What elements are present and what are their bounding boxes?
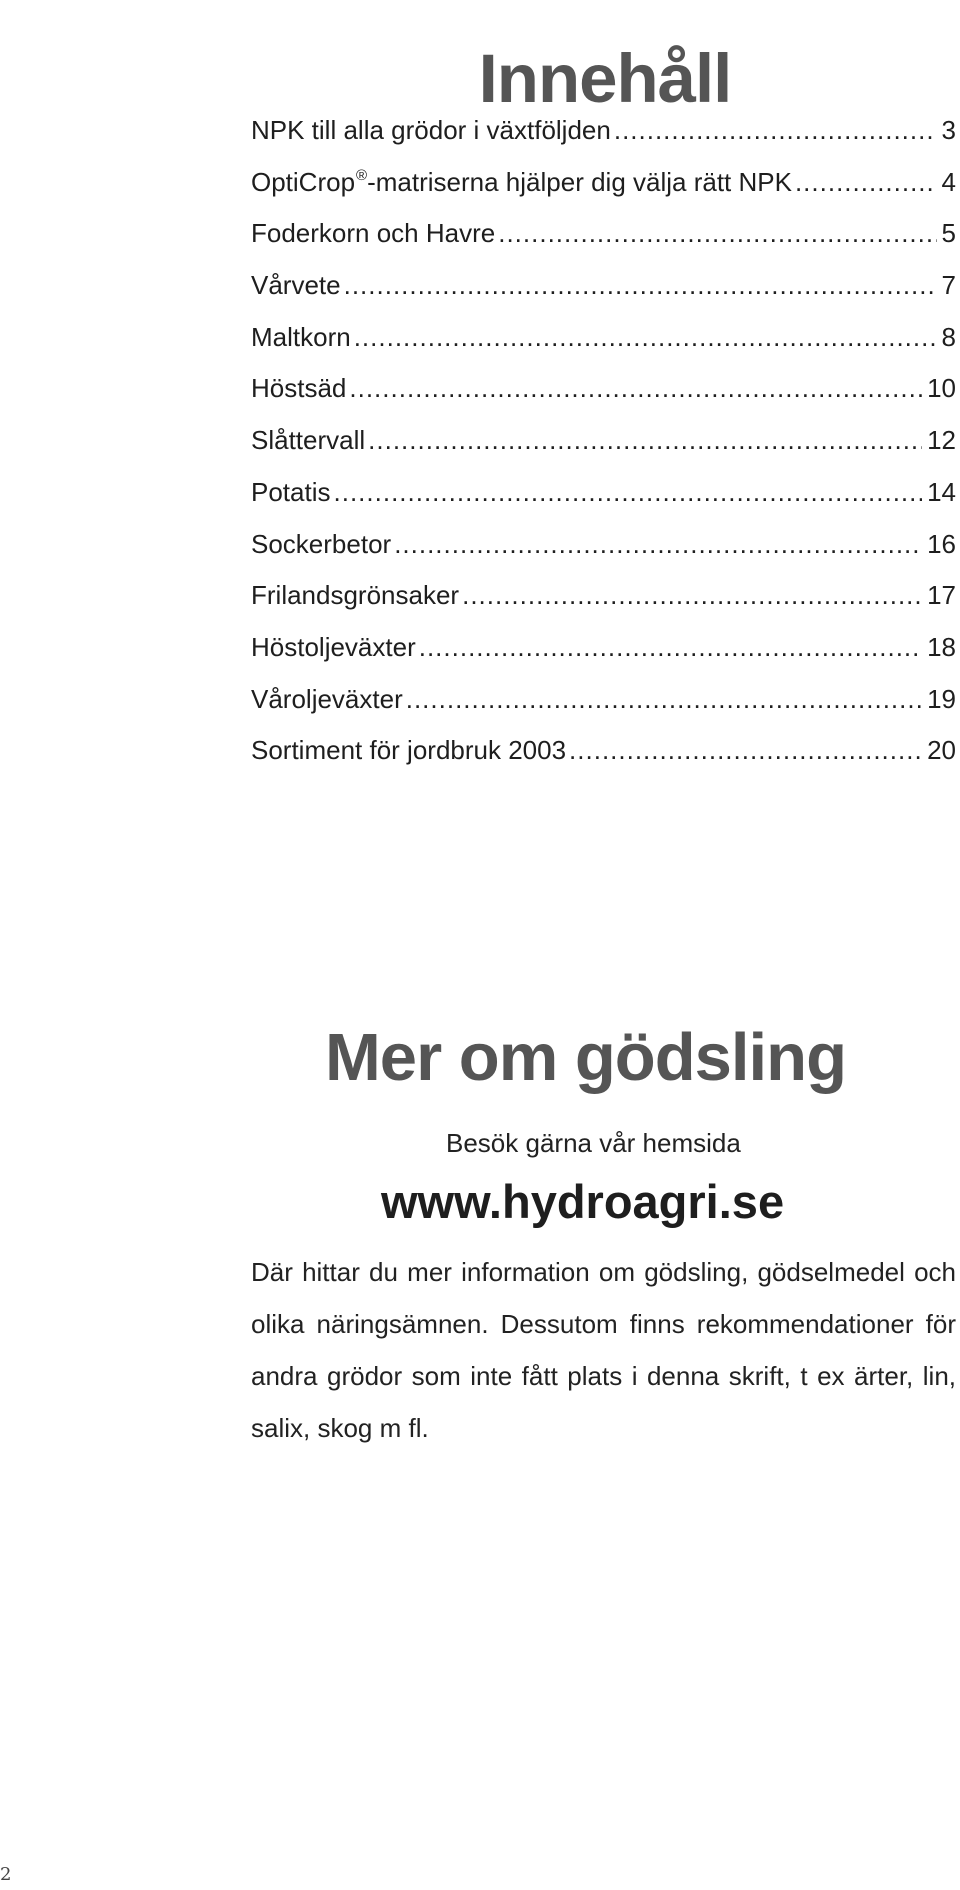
toc-entry-page: 10 (927, 373, 956, 404)
page-number: 2 (0, 1864, 12, 1885)
toc-dot-leader (498, 218, 936, 249)
toc-entry (251, 115, 956, 167)
toc-entry-title: Frilandsgrönsaker (251, 580, 460, 611)
toc-dot-leader (349, 373, 922, 404)
toc-dot-leader (344, 270, 937, 301)
toc-dot-leader (334, 477, 923, 508)
toc-entry-page: 12 (927, 425, 956, 456)
toc-entry-title: NPK till alla grödor i växtföljden (251, 115, 611, 145)
toc-entry-title: Foderkorn och Havre (251, 218, 496, 249)
toc-entry (251, 580, 956, 632)
toc-entry-page: 20 (927, 735, 956, 766)
toc-entry-page: 7 (941, 270, 956, 301)
toc-entry-title (251, 167, 792, 198)
toc-entry-page: 3 (941, 115, 956, 145)
toc-entry-title: Maltkorn (251, 321, 351, 352)
registered-mark: ® (356, 166, 368, 184)
toc-dot-leader (614, 115, 937, 146)
toc-dot-leader (406, 684, 922, 715)
toc-entry-page: 18 (927, 631, 956, 662)
website-url: www.hydroagri.se (381, 1175, 785, 1228)
toc-entry (251, 270, 956, 322)
toc-entry-title: Sortiment för jordbruk 2003 (251, 735, 567, 766)
toc-entry (251, 373, 956, 425)
toc-dot-leader (368, 425, 922, 456)
toc-entry (251, 529, 956, 581)
toc-entry-page: 4 (941, 166, 956, 197)
toc-dot-leader (795, 167, 937, 198)
toc-entry-title: Potatis (251, 476, 331, 507)
toc-entry-title-main: OptiCrop (251, 166, 356, 197)
toc-entry-title: Sockerbetor (251, 528, 392, 559)
toc-dot-leader (569, 735, 922, 766)
table-of-contents (251, 115, 956, 787)
toc-dot-leader (462, 580, 922, 611)
toc-entry-title-suffix: -matriserna hjälper dig välja rätt NPK (367, 166, 792, 197)
toc-entry-title: Höstsäd (251, 373, 347, 404)
toc-entry-page: 14 (927, 476, 956, 507)
toc-entry (251, 684, 956, 736)
promo-subheading: Besök gärna vår hemsida (446, 1128, 741, 1158)
toc-entry-page: 17 (927, 580, 956, 611)
toc-entry (251, 322, 956, 374)
toc-entry-page: 19 (927, 683, 956, 714)
toc-entry (251, 425, 956, 477)
toc-entry-title: Slåttervall (251, 425, 366, 456)
toc-entry (251, 218, 956, 270)
toc-dot-leader (394, 529, 922, 560)
toc-entry (251, 632, 956, 684)
promo-heading: Mer om gödsling (325, 1020, 846, 1095)
promo-body-text: Där hittar du mer information om gödsling, gödselmedel och olika näringsämnen. Dessutom finns rekommendationer för andra grödor som inte fått plats i denna skrift, t ex ärter, lin, salix, skog m fl. (251, 1257, 956, 1443)
toc-dot-leader (419, 632, 922, 663)
toc-entry (251, 735, 956, 787)
toc-entry-page: 5 (941, 218, 956, 249)
toc-dot-leader (354, 322, 937, 353)
page-title: Innehåll (478, 40, 732, 118)
toc-entry-title: Våroljeväxter (251, 683, 403, 714)
toc-entry-title: Höstoljeväxter (251, 631, 416, 662)
toc-entry-page: 16 (927, 528, 956, 559)
toc-entry-title: Vårvete (251, 270, 341, 301)
toc-entry (251, 477, 956, 529)
toc-entry (251, 167, 956, 219)
toc-entry-page: 8 (941, 321, 956, 352)
